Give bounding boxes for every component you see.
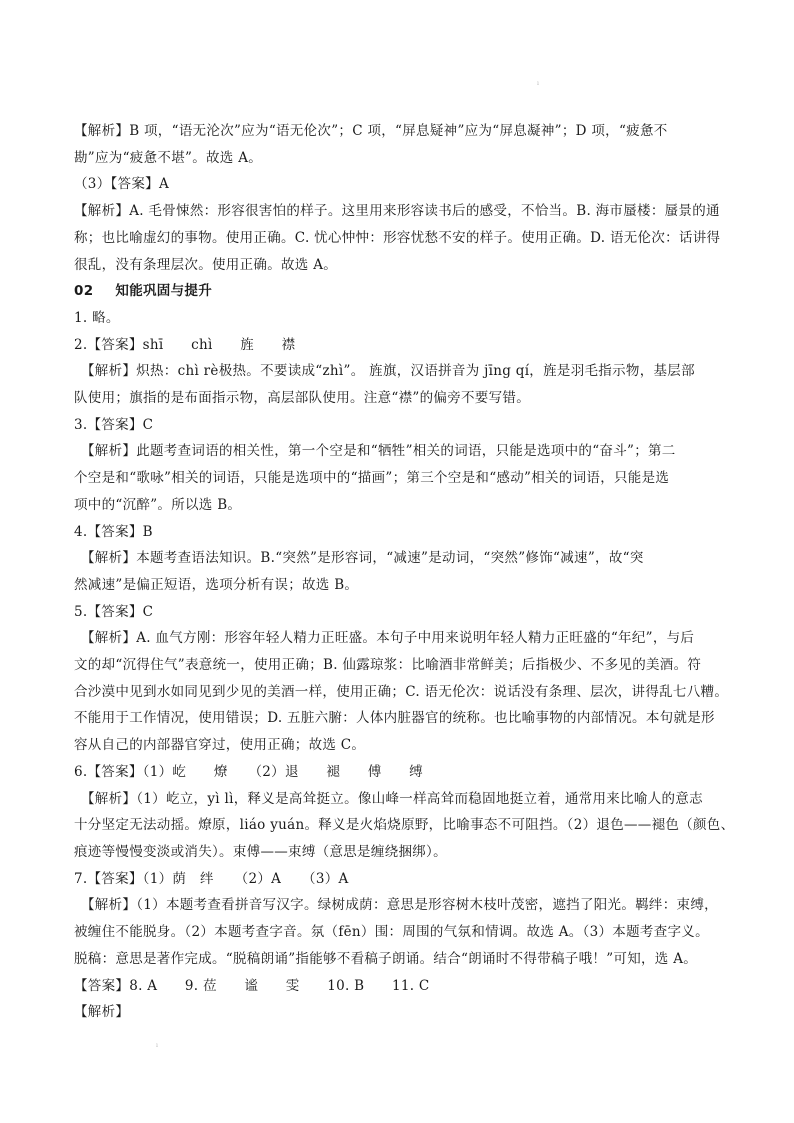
page-mark-top: ı xyxy=(537,80,539,87)
text-line: 【解析】本题考查语法知识。B.“突然”是形容词，“减速”是动词，“突然”修饰“减速”，故“突 xyxy=(81,550,644,567)
text-line: 1. 略。 xyxy=(74,309,120,326)
section-number: 02 xyxy=(74,283,94,300)
text-line: 【解析】A. 毛骨悚然：形容很害怕的样子。这里用来形容读书后的感受，不恰当。B. 海市蜃楼：蜃景的通 xyxy=(74,203,720,220)
text-line: 十分坚定无法动摇。燎原，liáo yuán。释义是火焰烧原野，比喻事态不可阻挡。（2）退色——褪色（颜色、 xyxy=(74,817,735,834)
text-line: 项中的“沉醉”。所以选 B。 xyxy=(74,496,242,513)
text-line: 7.【答案】（1）荫 绊 （2）A （3）A xyxy=(74,870,349,887)
text-line: 文的却“沉得住气”表意统一，使用正确；B. 仙露琼浆：比喻酒非常鲜美；后指极少、不多见的美酒。符 xyxy=(74,657,702,674)
section-header xyxy=(74,278,724,305)
text-line: （3）【答案】A xyxy=(74,176,169,193)
text-line: 【解析】此题考查词语的相关性，第一个空是和“牺牲”相关的词语，只能是选项中的“奋斗”；第二 xyxy=(81,443,676,460)
text-line: 5.【答案】C xyxy=(74,603,154,620)
text-line: 【答案】8. A 9. 莅 谧 雯 10. B 11. C xyxy=(74,977,430,994)
text-line: 2.【答案】shī chì 旌 襟 xyxy=(74,336,296,353)
text-line: 被缠住不能脱身。（2）本题考查字音。氛（fēn）围：周围的气氛和情调。故选 A。（3）本题考查字义。 xyxy=(74,924,709,941)
answer-content xyxy=(74,118,735,1026)
text-line: 称；也比喻虚幻的事物。使用正确。C. 忧心忡忡：形容忧愁不安的样子。使用正确。D. 语无伦次：话讲得 xyxy=(74,229,721,246)
text-line: 3.【答案】C xyxy=(74,416,154,433)
page-mark-bottom: ı xyxy=(156,1042,158,1049)
text-line: 然减速”是偏正短语，选项分析有误；故选 B。 xyxy=(74,576,359,593)
text-line: 【解析】（1）本题考查看拼音写汉字。绿树成荫：意思是形容树木枝叶茂密，遮挡了阳光。羁绊：束缚， xyxy=(81,897,718,914)
text-line: 痕迹等慢慢变淡或消失）。束傅——束缚（意思是缠绕捆绑）。 xyxy=(74,843,447,860)
text-line: 个空是和“歌咏”相关的词语，只能是选项中的“描画”；第三个空是和“感动”相关的词语，只能是选 xyxy=(74,470,670,487)
text-line: 合沙漠中见到水如同见到少见的美酒一样，使用正确；C. 语无伦次：说话没有条理、层次，讲得乱七八糟。 xyxy=(74,683,729,700)
text-line: 脱稿：意思是著作完成。“脱稿朗诵”指能够不看稿子朗诵。结合“朗诵时不得带稿子哦！”可知，选 A。 xyxy=(74,950,698,967)
text-line: 勘”应为“疲惫不堪”。故选 A。 xyxy=(74,149,263,166)
text-line: 很乱，没有条理层次。使用正确。故选 A。 xyxy=(74,256,338,273)
text-line: 4.【答案】B xyxy=(74,523,153,540)
text-line: 队使用；旗指的是布面指示物，高层部队使用。注意“襟”的偏旁不要写错。 xyxy=(74,390,531,407)
text-line: 【解析】A. 血气方刚：形容年轻人精力正旺盛。本句子中用来说明年轻人精力正旺盛的“年纪”，与后 xyxy=(81,630,695,647)
text-line: 容从自己的内部器官穿过，使用正确；故选 C。 xyxy=(74,737,366,754)
text-line: 【解析】B 项，“语无沦次”应为“语无伦次”；C 项，“屏息疑神”应为“屏息凝神”；D 项，“疲惫不 xyxy=(74,123,668,139)
text-line: 6.【答案】（1）屹 燎 （2）退 褪 傅 缚 xyxy=(74,763,423,780)
section-title: 知能巩固与提升 xyxy=(115,283,212,300)
text-line: 【解析】 xyxy=(74,1004,130,1021)
text-line: 不能用于工作情况，使用错误；D. 五脏六腑：人体内脏器官的统称。也比喻事物的内部情况。本句就是形 xyxy=(74,710,715,727)
text-line: 【解析】（1）屹立，yì lì，释义是高耸挺立。像山峰一样高耸而稳固地挺立着，通常用来比喻人的意志 xyxy=(81,790,703,807)
text-line: 【解析】炽热：chì rè极热。不要读成“zhì”。 旌旗，汉语拼音为 jīng qí，旌是羽毛指示物，基层部 xyxy=(81,363,695,380)
